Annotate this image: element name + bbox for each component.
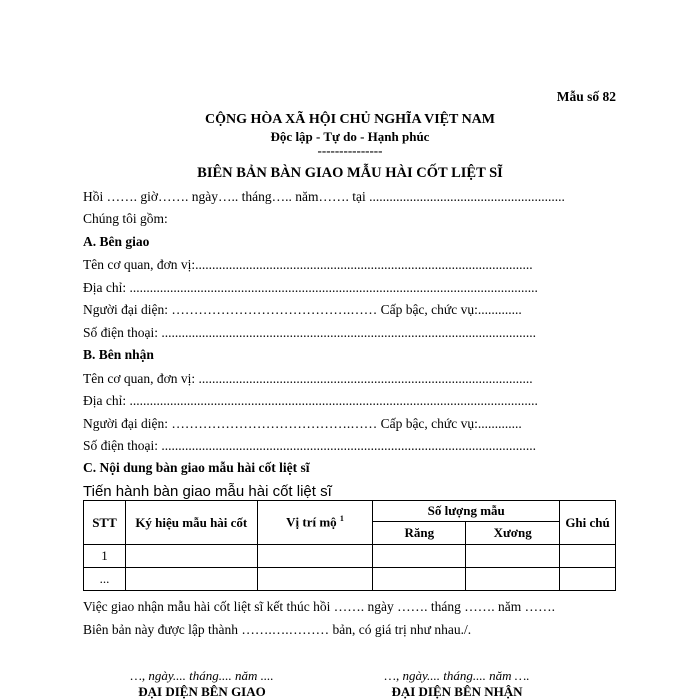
we-include-label: Chúng tôi gồm:	[83, 211, 168, 226]
section-c-heading: C. Nội dung bàn giao mẫu hài cốt liệt sĩ	[83, 460, 310, 475]
form-number: Mẫu số 82	[556, 89, 616, 104]
receiver-date-line: …, ngày.... tháng.... năm ….	[384, 668, 530, 683]
column-header-bone: Xương	[466, 522, 560, 545]
cell-bone	[466, 568, 560, 591]
grave-location-label: Vị trí mộ	[286, 514, 337, 530]
handover-representative-label: ĐẠI DIỆN BÊN GIAO	[138, 684, 266, 699]
time-place-line: Hồi ……. giờ……. ngày….. tháng….. năm……. tại ..........................................................	[83, 189, 565, 204]
cell-teeth	[373, 568, 466, 591]
copies-line: Biên bản này được lập thành …….….……… bản, có giá trị như nhau./.	[83, 622, 472, 637]
section-b-address-line: Địa chỉ: .........................................................................................................................	[83, 393, 538, 408]
handover-table	[83, 500, 616, 591]
section-b-representative-line: Người đại diện: ………………………………….…… Cấp bậc, chức vụ:.............	[83, 416, 522, 431]
cell-sample-symbol	[125, 545, 257, 568]
section-a-heading: A. Bên giao	[83, 234, 150, 249]
row-stt: ...	[84, 568, 126, 591]
column-header-note: Ghi chú	[560, 501, 616, 545]
end-time-line: Việc giao nhận mẫu hài cốt liệt sĩ kết thúc hồi ……. ngày ……. tháng ……. năm …….	[83, 599, 555, 614]
handover-signature-block	[92, 668, 312, 700]
national-motto: Độc lập - Tự do - Hạnh phúc	[270, 129, 430, 144]
cell-teeth	[373, 545, 466, 568]
cell-grave-location	[257, 568, 373, 591]
receiver-signature-block	[347, 668, 567, 700]
cell-note	[560, 545, 616, 568]
cell-grave-location	[257, 545, 373, 568]
cell-sample-symbol	[125, 568, 257, 591]
section-a-representative-line: Người đại diện: ………………………………….…… Cấp bậc, chức vụ:.............	[83, 302, 522, 317]
country-name: CỘNG HÒA XÃ HỘI CHỦ NGHĨA VIỆT NAM	[204, 112, 495, 127]
table-row	[84, 545, 616, 568]
document-title: BIÊN BẢN BÀN GIAO MẪU HÀI CỐT LIỆT SĨ	[197, 165, 503, 181]
section-b-org-line: Tên cơ quan, đơn vị: ...................................................................................................	[83, 371, 533, 386]
column-header-teeth: Răng	[373, 522, 466, 545]
handover-date-line: …, ngày.... tháng.... năm ....	[130, 668, 274, 683]
header-separator: ---------------	[317, 143, 383, 158]
section-c-intro: Tiến hành bàn giao mẫu hài cốt liệt sĩ	[83, 483, 332, 500]
column-header-sample-symbol: Ký hiệu mẫu hài cốt	[125, 501, 257, 545]
row-stt: 1	[84, 545, 126, 568]
cell-note	[560, 568, 616, 591]
footnote-marker: 1	[339, 514, 344, 524]
section-a-address-line: Địa chỉ: .........................................................................................................................	[83, 280, 538, 295]
section-a-org-line: Tên cơ quan, đơn vị:....................................................................................................	[83, 257, 533, 272]
section-b-phone-line: Số điện thoại: ...............................................................................................................	[83, 438, 536, 453]
column-header-grave-location	[257, 501, 373, 545]
column-header-stt: STT	[84, 501, 126, 545]
section-b-heading: B. Bên nhận	[83, 347, 154, 362]
table-row	[84, 568, 616, 591]
section-a-phone-line: Số điện thoại: ...............................................................................................................	[83, 325, 536, 340]
column-header-sample-quantity: Số lượng mẫu	[373, 501, 560, 522]
cell-bone	[466, 545, 560, 568]
receiver-representative-label: ĐẠI DIỆN BÊN NHẬN	[391, 684, 523, 699]
